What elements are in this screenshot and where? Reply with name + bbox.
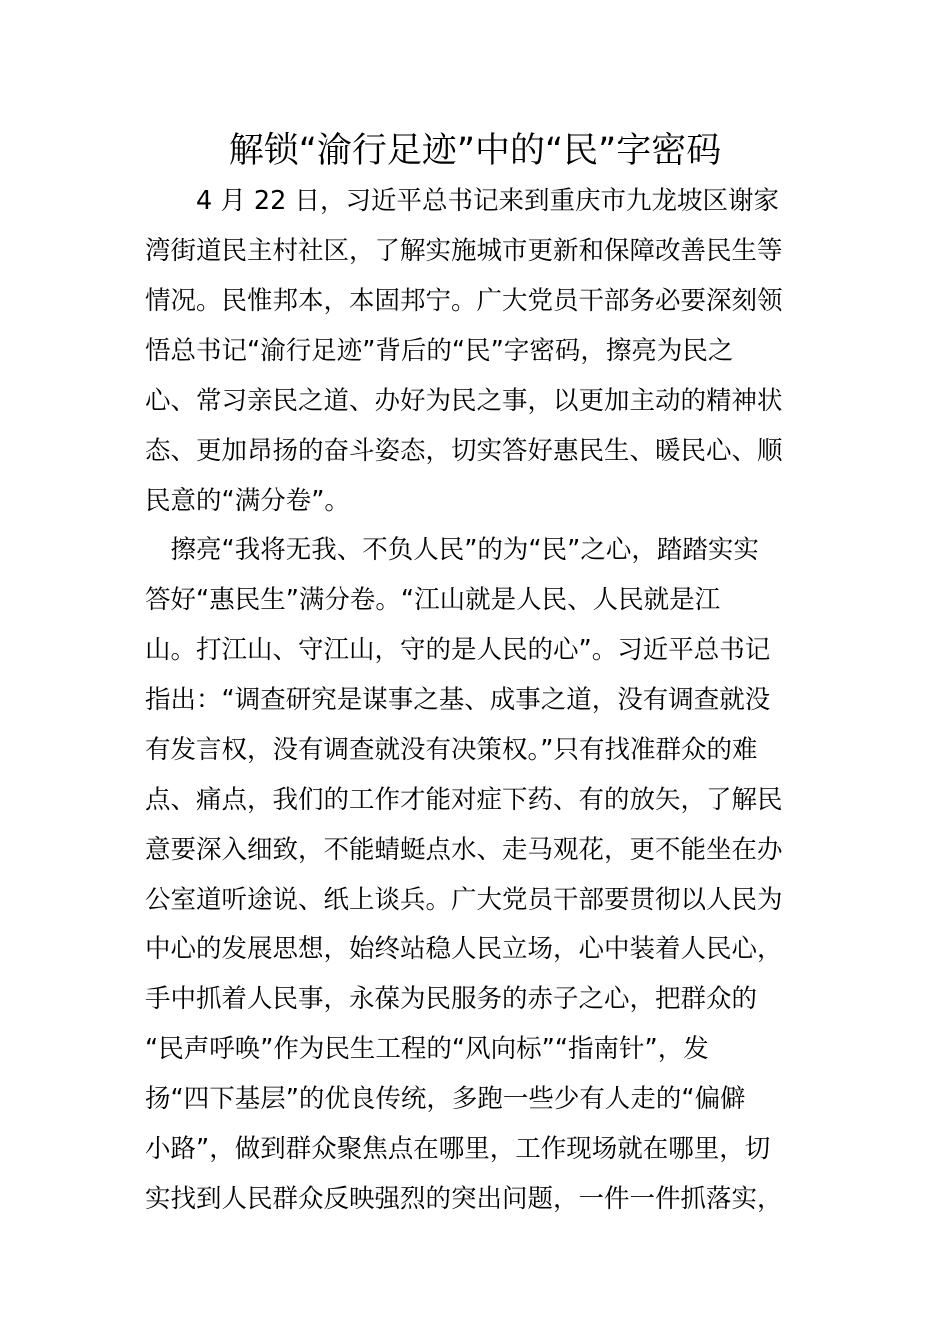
- body-line: 点、痛点，我们的工作才能对症下药、有的放矢，了解民: [145, 785, 783, 815]
- body-line: 擦亮“我将无我、不负人民”的为“民”之心，踏踏实实: [145, 535, 759, 565]
- body-line: 扬“四下基层”的优良传统，多跑一些少有人走的“偏僻: [145, 1084, 746, 1114]
- body-line: 民意的“满分卷”。: [145, 486, 350, 516]
- body-line: 中心的发展思想，始终站稳人民立场，心中装着人民心，: [145, 934, 783, 964]
- body-line: 手中抓着人民事，永葆为民服务的赤子之心，把群众的: [145, 984, 758, 1014]
- body-line: 答好“惠民生”满分卷。“江山就是人民、人民就是江: [145, 585, 721, 615]
- body-line: 4 月 22 日，习近平总书记来到重庆市九龙坡区谢家: [145, 186, 779, 216]
- body-line: 公室道听途说、纸上谈兵。广大党员干部要贯彻以人民为: [145, 885, 783, 915]
- body-line: 有发言权，没有调查就没有决策权。”只有找准群众的难: [145, 735, 758, 765]
- body-line: 小路”，做到群众聚焦点在哪里，工作现场就在哪里，切: [145, 1134, 771, 1164]
- body-line: 指出：“调查研究是谋事之基、成事之道，没有调查就没: [145, 685, 771, 715]
- body-line: 实找到人民群众反映强烈的突出问题，一件一件抓落实，: [145, 1184, 783, 1214]
- body-line: “民声呼唤”作为民生工程的“风向标”“指南针”，发: [145, 1034, 709, 1064]
- document-title: 解锁“渝行足迹”中的“民”字密码: [228, 131, 722, 171]
- body-line: 态、更加昂扬的奋斗姿态，切实答好惠民生、暖民心、顺: [145, 436, 783, 466]
- body-line: 意要深入细致，不能蜻蜓点水、走马观花，更不能坐在办: [145, 835, 783, 865]
- body-line: 心、常习亲民之道、办好为民之事，以更加主动的精神状: [145, 386, 783, 416]
- body-line: 情况。民惟邦本，本固邦宁。广大党员干部务必要深刻领: [145, 286, 783, 316]
- body-line: 山。打江山、守江山，守的是人民的心”。习近平总书记: [145, 635, 771, 665]
- body-line: 悟总书记“渝行足迹”背后的“民”字密码，擦亮为民之: [145, 336, 734, 366]
- body-line: 湾街道民主村社区，了解实施城市更新和保障改善民生等: [145, 236, 783, 266]
